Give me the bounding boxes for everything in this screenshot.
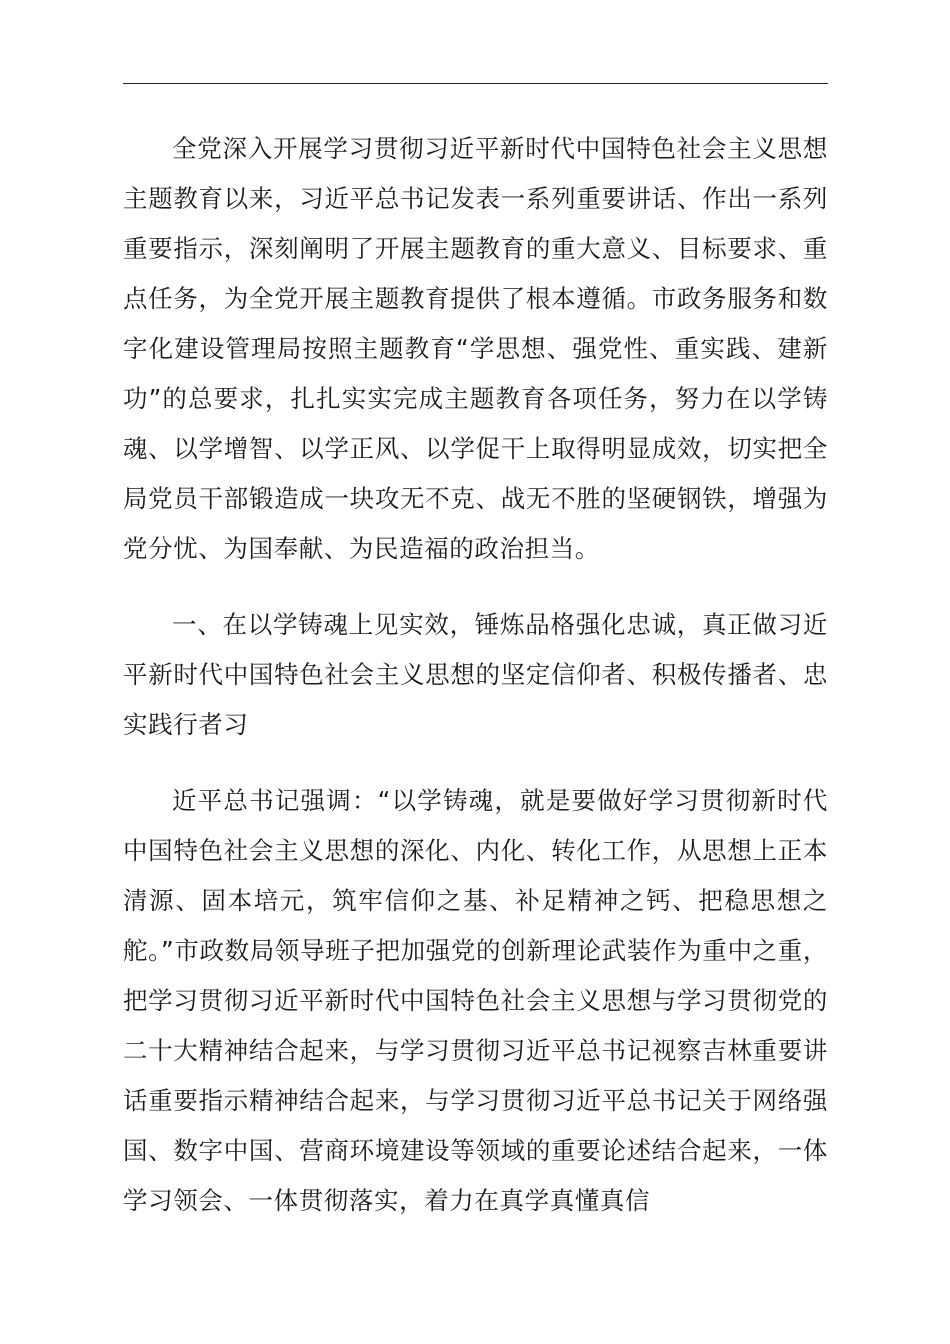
document-body: [123, 124, 828, 1252]
header-rule: [123, 83, 828, 84]
intro-paragraph: 全党深入开展学习贯彻习近平新时代中国特色社会主义思想主题教育以来，习近平总书记发表一系列重要讲话、作出一系列重要指示，深刻阐明了开展主题教育的重大意义、目标要求、重点任务，为全党开展主题教育提供了根本遵循。市政务服务和数字化建设管理局按照主题教育“学思想、强党性、重实践、建新功”的总要求，扎扎实实完成主题教育各项任务，努力在以学铸魂、以学增智、以学正风、以学促干上取得明显成效，切实把全局党员干部锻造成一块攻无不克、战无不胜的坚硬钢铁，增强为党分忧、为国奉献、为民造福的政治担当。: [123, 134, 828, 563]
body-paragraph: 近平总书记强调：“以学铸魂，就是要做好学习贯彻新时代中国特色社会主义思想的深化、内化、转化工作，从思想上正本清源、固本培元，筑牢信仰之基、补足精神之钙、把稳思想之舵。”市政数局领导班子把加强党的创新理论武装作为重中之重，把学习贯彻习近平新时代中国特色社会主义思想与学习贯彻党的二十大精神结合起来，与学习贯彻习近平总书记视察吉林重要讲话重要指示精神结合起来，与学习贯彻习近平总书记关于网络强国、数字中国、营商环境建设等领域的重要论述结合起来，一体学习领会、一体贯彻落实，着力在真学真懂真信: [123, 786, 828, 1215]
section-heading-1: 一、在以学铸魂上见实效，锤炼品格强化忠诚，真正做习近平新时代中国特色社会主义思想的坚定信仰者、积极传播者、忠实践行者习: [123, 610, 828, 739]
